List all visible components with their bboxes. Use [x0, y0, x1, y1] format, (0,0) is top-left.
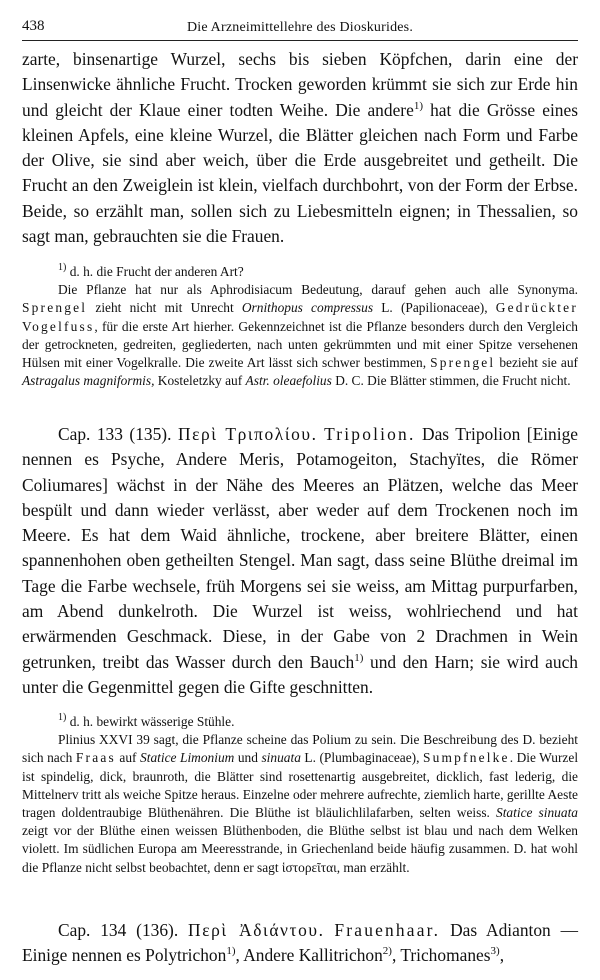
greek-heading: Περὶ Ἀδιάντου. [188, 920, 325, 940]
chapter-title: Frauenhaar. [334, 920, 441, 940]
chapter-title: Tripolion. [324, 424, 416, 444]
common-name: Gedrückter Vogelfuss [22, 300, 578, 334]
footnote-mark: 1) [58, 712, 67, 723]
chapter-text: , [499, 945, 505, 966]
chapter-text: , Andere Kallitrichon [235, 945, 383, 966]
species-name: Statice sinuata [496, 805, 578, 821]
commentary-1 [22, 281, 578, 390]
para1-text-after: hat die Grösse eines kleinen Apfels, eine kleine Wurzel, die Blätter gleichen nach Form und Farbe der Olive, sie sind aber weich, über die Erde ausgebreitet und getheilt. Die Frucht an den Zweiglein ist klein, vielfach durchbohrt, von der Form der Erbse. Beide, so erzählt man, sollen sich zu Liebesmitteln eignen; in Thessalien, so sagt man, gebrauchten sie die Frauen. [22, 99, 578, 247]
commentary-text: L. (Plumbaginaceae), [300, 750, 423, 766]
commentary-text: . Die Wurzel ist spindelig, dick, braunroth, die Blätter sind rosettenartig ausgebreitet, dicklich, fast lederig, die Mittelnerv tritt als weiche Spitze heraus. Einzelne oder mehrere aufrechte, ziemlich harte, gerillte Aeste tragen doldentraubige Blüthenähren. Die Blüthe ist bläulichlilafarben, selten weiss. [22, 750, 579, 821]
author-name: Fraas [75, 750, 116, 766]
footnote-text: d. h. die Frucht der anderen Art? [66, 264, 244, 279]
chapter-134 [22, 918, 578, 969]
page-number: 438 [22, 18, 45, 34]
species-name: Astragalus magniformis, [22, 373, 155, 389]
footnote-block-2 [22, 713, 578, 877]
para1-text: zarte, binsenartige Wurzel, sechs bis sieben Köpfchen, darin eine der Linsenwicke ähnliche Frucht. Trocken geworden krümmt sie sich zur Erde hin und gleicht der Klaue einer todten Weihe. Die andere [22, 49, 578, 120]
chapter-label: Cap. 133 (135). [58, 424, 172, 444]
commentary-text: man erzählt. [340, 859, 410, 875]
chapter-text: Das Adianton — Einige nennen es Polytrichon [22, 920, 578, 966]
commentary-text: Plinius XXVI 39 sagt, die Pflanze scheine das Polium zu sein. Die Beschreibung des D. bezieht sich nach [22, 732, 578, 766]
commentary-text: zieht nicht mit Unrecht [87, 300, 242, 316]
page-header [22, 10, 578, 41]
chapter-label: Cap. 134 (136). [58, 920, 179, 940]
greek-heading: Περὶ Τριπολίου. [177, 424, 318, 444]
commentary-text: zeigt vor der Blüthe einen weissen Blüthenboden, die Blüthe selbst ist blau und nach dem Welken violett. Im südlichen Europa am Meeresstrande, in Griechenland beide häufig zusammen. D. hat wohl die Pflanze nicht selbst beobachtet, denn er sagt [22, 823, 578, 875]
footnote-1 [22, 263, 578, 281]
footnote-ref: 1) [413, 99, 423, 112]
species-name: sinuata [261, 750, 301, 766]
chapter-text: Das Tripolion [Einige nennen es Psyche, Andere Meris, Potamogeiton, Stachyïtes, die Römer Coliumares] wächst in der Nähe des Meeres an Plätzen, welche das Meer bespült und dann wieder verlässt, aber weder auf dem Trockenen noch im Meere. Es hat dem Waid ähnliche, trockene, aber breitere Blätter, einen spannenhohen oben getheilten Stengel. Man sagt, dass seine Blüthe dreimal im Tage die Farbe wechsele, früh Morgens sei sie weiss, am Mittag purpurfarben, am Abend dunkelroth. Die Wurzel ist weiss, wohlriechend und hat erwärmenden Geschmack. Diese, in der Gabe von 2 Drachmen in Wein getrunken, treibt das Wasser durch den Bauch [22, 424, 578, 672]
commentary-2 [22, 731, 578, 877]
species-name: Astr. oleaefolius [245, 373, 332, 389]
footnote-text: d. h. bewirkt wässerige Stühle. [66, 714, 235, 729]
footnote-block-1 [22, 263, 578, 390]
chapter-text: und den Harn; sie wird auch unter die Gegenmittel gegen die Gifte geschnitten. [22, 651, 578, 697]
commentary-text: D. C. Die Blätter stimmen, die Frucht nicht. [331, 373, 571, 389]
commentary-text: , für die erste Art hierher. Gekennzeichnet ist die Pflanze besonders durch den Vergleich der getrockneten, gedreiten, gegliederten, nach unten gekrümmten und mit einer Spitze versehenen Hülsen mit einer Vogelkralle. Die zweite Art lässt sich schwer bestimmen, [22, 318, 578, 371]
species-name: Ornithopus compressus [241, 300, 374, 316]
footnote-ref: 1) [354, 651, 364, 664]
footnote-mark: 1) [58, 262, 67, 273]
footnote-ref: 2) [382, 945, 392, 958]
running-title: Die Arzneimittellehre des Dioskurides. [186, 20, 414, 35]
chapter-text: , Trichomanes [391, 945, 491, 966]
species-name: Statice Limonium [140, 750, 235, 766]
body-paragraph-1 [22, 47, 578, 249]
commentary-text: auf [115, 750, 141, 766]
commentary-text: Kosteletzky auf [154, 373, 246, 389]
commentary-text: bezieht sie auf [495, 355, 578, 371]
common-name: Sumpfnelke [422, 750, 510, 766]
footnote-ref: 3) [490, 945, 500, 958]
chapter-133 [22, 422, 578, 700]
author-name: Sprengel [430, 355, 496, 371]
commentary-text: und [234, 750, 262, 766]
commentary-text: Die Pflanze hat nur als Aphrodisiacum Bedeutung, darauf gehen auch alle Synonyma. [58, 282, 578, 298]
author-name: Sprengel [22, 300, 88, 316]
footnote-2 [22, 713, 578, 731]
footnote-ref: 1) [226, 945, 236, 958]
greek-word: ἱστορεῖται, [281, 859, 341, 875]
commentary-text: L. (Papilionaceae), [373, 300, 496, 316]
